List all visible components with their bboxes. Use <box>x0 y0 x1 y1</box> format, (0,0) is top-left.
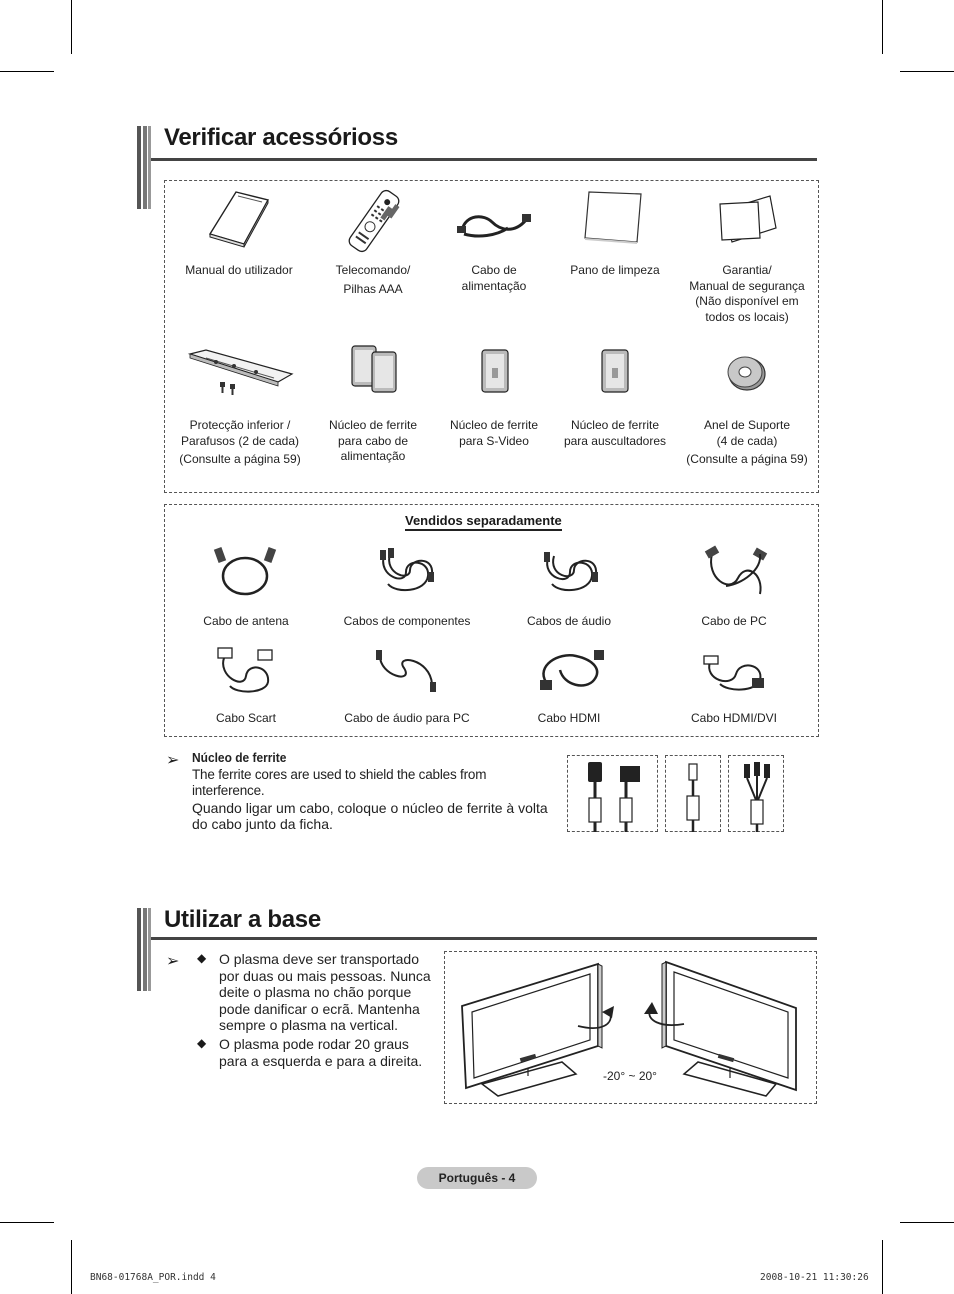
hdmi-cable-icon <box>536 646 606 696</box>
bullet-text-rotate: O plasma pode rodar 20 graus para a esquerda e para a direita. <box>219 1036 423 1069</box>
caption-ferrite-headphone: Núcleo de ferrite para auscultadores <box>563 418 667 448</box>
pc-audio-cable-icon <box>374 648 440 694</box>
ferrite-note-title: Núcleo de ferrite <box>192 750 287 765</box>
ferrite-note: Núcleo de ferrite The ferrite cores are used to shield the cables from interference. Quando ligar um cabo, coloque o núcleo de ferrite à volta do cabo junto da ficha. <box>192 750 548 832</box>
caption-warranty: Garantia/ Manual de segurança (Não disponível em todos os locais) <box>689 263 805 324</box>
slug-timestamp: 2008-10-21 11:30:26 <box>760 1272 869 1283</box>
audio-cables-icon <box>540 546 602 598</box>
caption-antenna-cable: Cabo de antena <box>203 614 289 628</box>
section-rule <box>151 158 817 161</box>
cloth-icon <box>583 188 645 246</box>
ferrite-core-headphone-icon <box>600 348 632 394</box>
manual-icon <box>202 186 272 248</box>
ferrite-core-power-icon <box>350 344 400 394</box>
hdmi-dvi-cable-icon <box>702 648 768 694</box>
crop-mark <box>882 1240 883 1294</box>
caption-power-cord: Cabo de alimentação <box>461 263 527 293</box>
caption-component-cables: Cabos de componentes <box>343 614 471 628</box>
crop-mark <box>882 0 883 54</box>
warranty-icon <box>718 194 778 244</box>
section-marker-bar <box>137 908 151 991</box>
caption-cloth: Pano de limpeza <box>570 263 660 277</box>
crop-mark <box>0 71 54 72</box>
slug-filename: BN68-01768A_POR.indd 4 <box>90 1272 216 1283</box>
caption-ferrite-svideo: Núcleo de ferrite para S-Video <box>449 418 539 448</box>
page-number-tab: Português - 4 <box>417 1167 537 1189</box>
headphone-plug-ferrite-icon <box>736 760 778 832</box>
bullet-text-transport: O plasma deve ser transportado por duas ou mais pessoas. Nunca deite o plasma no chão porque pode danificar o ecrã. Mantenha sempre o plasma na vertical. <box>219 951 431 1033</box>
note-arrow-icon: ➢ <box>166 752 180 769</box>
bullet-diamond-icon: ◆ <box>197 1036 207 1050</box>
scart-cable-icon <box>214 646 276 696</box>
crop-mark <box>71 1240 72 1294</box>
svideo-plug-ferrite-icon <box>678 760 708 832</box>
ferrite-core-svideo-icon <box>480 348 512 394</box>
angle-label: -20° ~ 20° <box>603 1069 657 1083</box>
component-cables-icon <box>376 546 438 598</box>
power-plug-ferrite-icon <box>574 760 654 832</box>
caption-remote: Telecomando/ Pilhas AAA <box>335 263 411 296</box>
crop-mark <box>0 1222 54 1223</box>
crop-mark <box>900 71 954 72</box>
section-title-accessories: Verificar acessórioss <box>164 124 398 151</box>
caption-hdmi-dvi-cable: Cabo HDMI/DVI <box>690 711 778 725</box>
caption-bottom-cover: Protecção inferior / Parafusos (2 de cada) (Consulte a página 59) <box>179 418 301 466</box>
crop-mark <box>900 1222 954 1223</box>
caption-ferrite-power: Núcleo de ferrite para cabo de alimentação <box>328 418 418 463</box>
antenna-cable-icon <box>210 544 280 600</box>
section-title-stand: Utilizar a base <box>164 906 321 933</box>
section-marker-bar <box>137 126 151 209</box>
section-rule <box>151 937 817 940</box>
caption-audio-cables: Cabos de áudio <box>526 614 612 628</box>
remote-icon <box>338 188 410 254</box>
bottom-cover-icon <box>186 346 296 396</box>
holder-ring-icon <box>726 352 768 392</box>
caption-holder-ring: Anel de Suporte (4 de cada) (Consulte a página 59) <box>686 418 808 466</box>
note-arrow-icon: ➢ <box>166 953 180 970</box>
caption-manual: Manual do utilizador <box>185 263 293 277</box>
bullet-diamond-icon: ◆ <box>197 951 207 965</box>
sold-separately-heading: Vendidos separadamente <box>405 513 562 531</box>
crop-mark <box>71 0 72 54</box>
caption-hdmi-cable: Cabo HDMI <box>537 711 601 725</box>
caption-pc-cable: Cabo de PC <box>701 614 767 628</box>
power-cord-icon <box>456 208 532 240</box>
pc-cable-icon <box>702 544 768 600</box>
caption-pc-audio-cable: Cabo de áudio para PC <box>344 711 470 725</box>
caption-scart-cable: Cabo Scart <box>215 711 277 725</box>
